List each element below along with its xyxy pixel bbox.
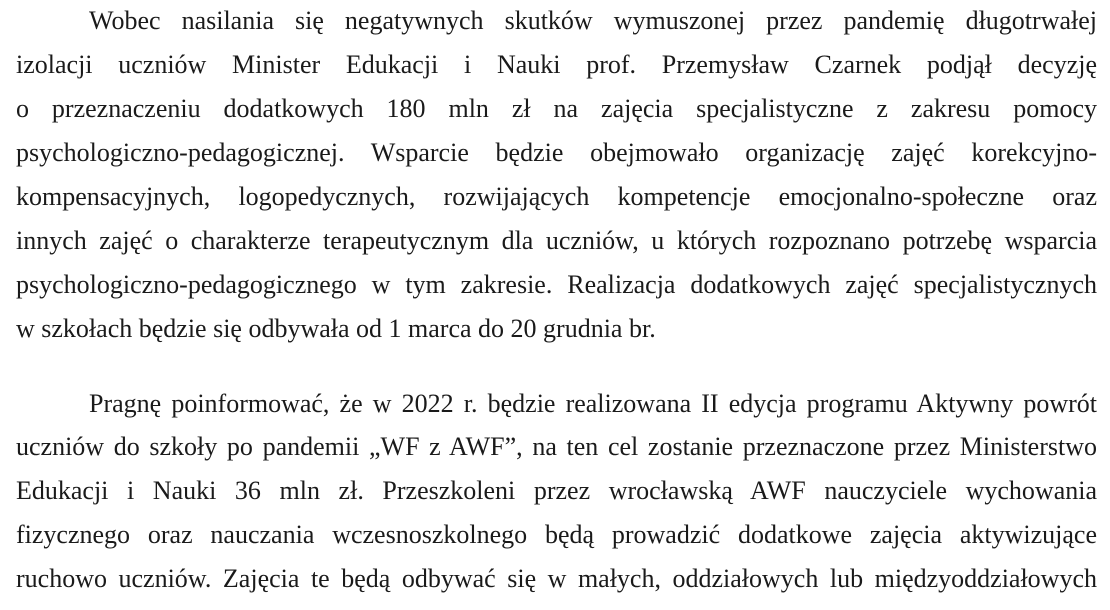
paragraph-2-line-5: ruchowo uczniów. Zajęcia te będą odbywać się w małych, oddziałowych lub międzyoddziałowych: [16, 564, 1097, 593]
paragraph-1-line-4: psychologiczno-pedagogicznej. Wsparcie będzie obejmowało organizację zajęć korekcyjno-: [16, 138, 1097, 167]
paragraph-2-line-1: Pragnę poinformować, że w 2022 r. będzie realizowana II edycja programu Aktywny powrót: [89, 389, 1097, 418]
paragraph-2-line-2: uczniów do szkoły po pandemii „WF z AWF”, na ten cel zostanie przeznaczone przez Ministerstwo: [16, 432, 1097, 461]
paragraph-1-line-5: kompensacyjnych, logopedycznych, rozwijających kompetencje emocjonalno-społeczne oraz: [16, 182, 1097, 211]
paragraph-1-line-3: o przeznaczeniu dodatkowych 180 mln zł na zajęcia specjalistyczne z zakresu pomocy: [16, 94, 1097, 123]
paragraph-1-line-6: innych zajęć o charakterze terapeutycznym dla uczniów, u których rozpoznano potrzebę wsparcia: [16, 226, 1097, 255]
paragraph-1-line-7: psychologiczno-pedagogicznego w tym zakresie. Realizacja dodatkowych zajęć specjalistycznych: [16, 270, 1097, 299]
paragraph-2-line-4: fizycznego oraz nauczania wczesnoszkolnego będą prowadzić dodatkowe zajęcia aktywizujące: [16, 520, 1097, 549]
paragraph-2-line-3: Edukacji i Nauki 36 mln zł. Przeszkoleni przez wrocławską AWF nauczyciele wychowania: [16, 476, 1097, 505]
paragraph-1-line-1: Wobec nasilania się negatywnych skutków wymuszonej przez pandemię długotrwałej: [89, 6, 1097, 35]
paragraph-1-line-8: w szkołach będzie się odbywała od 1 marca do 20 grudnia br.: [16, 314, 656, 343]
paragraph-1-line-2: izolacji uczniów Minister Edukacji i Nauki prof. Przemysław Czarnek podjął decyzję: [16, 50, 1097, 79]
